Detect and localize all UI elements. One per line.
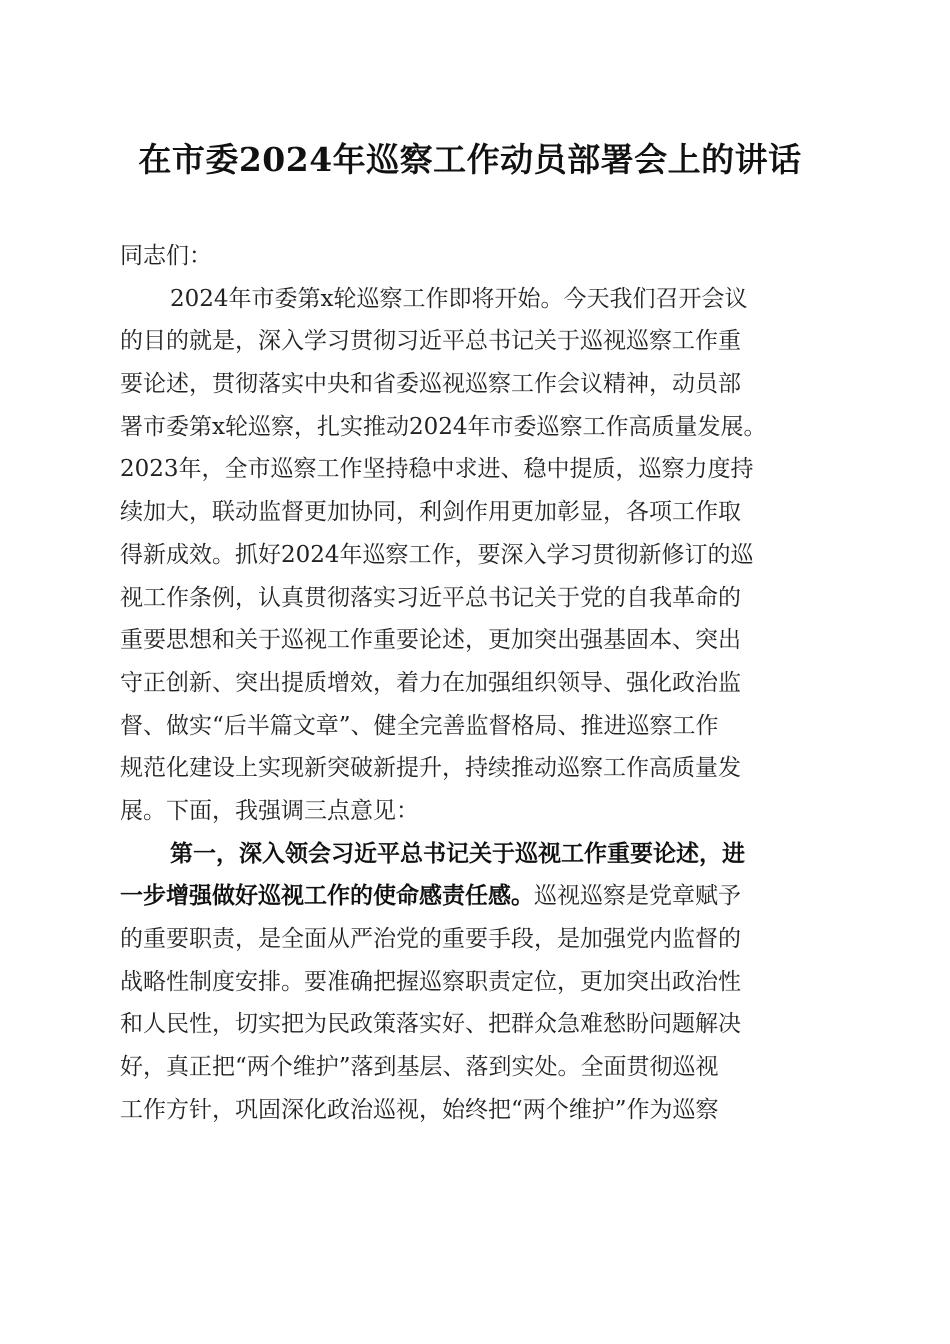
paragraph-line: 好，真正把“两个维护”落到基层、落到实处。全面贯彻巡视 xyxy=(120,1054,719,1081)
document-body xyxy=(120,235,830,1131)
paragraph-text: 巡视巡察是党章赋予 xyxy=(534,883,741,910)
paragraph-line: 的目的就是，深入学习贯彻习近平总书记关于巡视巡察工作重 xyxy=(120,328,741,355)
paragraph-line: 工作方针，巩固深化政治巡视，始终把“两个维护”作为巡察 xyxy=(120,1096,719,1123)
salutation: 同志们： xyxy=(120,243,212,269)
paragraph-line: 署市委第x轮巡察，扎实推动2024年市委巡察工作高质量发展。 xyxy=(120,413,767,440)
paragraph-line: 的重要职责，是全面从严治党的重要手段，是加强党内监督的 xyxy=(120,926,741,952)
section-heading-line: 第一，深入领会习近平总书记关于巡视工作重要论述，进 xyxy=(170,839,745,867)
page-title: 在市委2024年巡察工作动员部署会上的讲话 xyxy=(138,140,802,179)
paragraph-line: 续加大，联动监督更加协同，利剑作用更加彰显，各项工作取 xyxy=(120,499,741,526)
paragraph-line: 和人民性，切实把为民政策落实好、把群众急难愁盼问题解决 xyxy=(120,1011,741,1038)
paragraph-line: 守正创新、突出提质增效，着力在加强组织领导、强化政治监 xyxy=(120,669,741,696)
paragraph-line: 规范化建设上实现新突破新提升，持续推动巡察工作高质量发 xyxy=(120,755,741,782)
paragraph-line: 战略性制度安排。要准确把握巡察职责定位，更加突出政治性 xyxy=(120,968,741,995)
paragraph-line: 督、做实“后半篇文章”、健全完善监督格局、推进巡察工作 xyxy=(120,712,719,739)
paragraph-line: 要论述，贯彻落实中央和省委巡视巡察工作会议精神，动员部 xyxy=(120,371,741,398)
paragraph-line: 得新成效。抓好2024年巡察工作，要深入学习贯彻新修订的巡 xyxy=(120,541,754,568)
paragraph-line: 2023年，全市巡察工作坚持稳中求进、稳中提质，巡察力度持 xyxy=(120,456,754,483)
paragraph-line: 重要思想和关于巡视工作重要论述，更加突出强基固本、突出 xyxy=(120,627,741,654)
paragraph-line: 视工作条例，认真贯彻落实习近平总书记关于党的自我革命的 xyxy=(120,584,741,611)
paragraph-line: 2024年市委第x轮巡察工作即将开始。今天我们召开会议 xyxy=(170,285,748,312)
paragraph-line: 展。下面，我强调三点意见： xyxy=(120,797,419,824)
paragraph-line xyxy=(120,875,830,918)
section-heading-tail: 一步增强做好巡视工作的使命感责任感。 xyxy=(120,882,534,910)
